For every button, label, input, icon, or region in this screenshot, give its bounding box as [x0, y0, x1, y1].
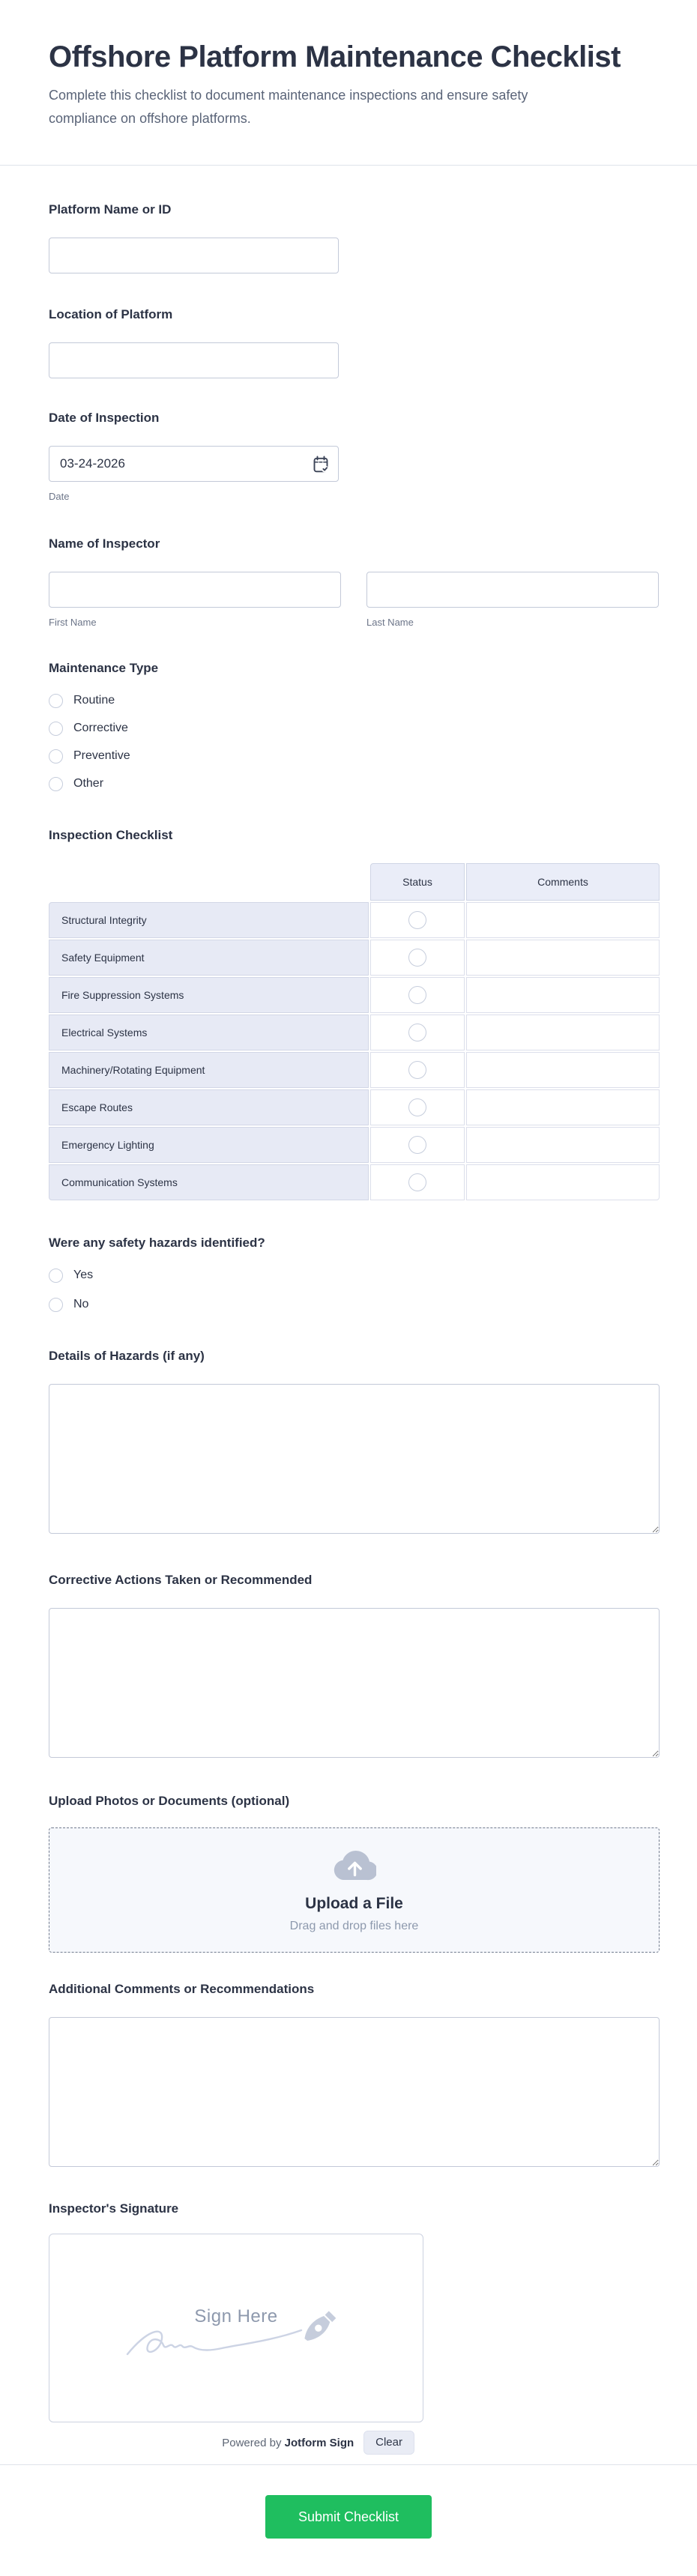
location-input[interactable]: [49, 342, 339, 378]
first-name-input[interactable]: [49, 572, 341, 608]
signature-pad[interactable]: [49, 2234, 423, 2422]
first-name-sublabel: First Name: [49, 617, 97, 628]
row-label: Communication Systems: [49, 1164, 369, 1200]
platform-name-input[interactable]: [49, 238, 339, 273]
hazard-details-textarea[interactable]: [49, 1384, 660, 1534]
radio-option-preventive[interactable]: [49, 749, 648, 764]
radio-button[interactable]: [49, 777, 63, 791]
clear-signature-button[interactable]: Clear: [363, 2431, 414, 2455]
status-radio[interactable]: [408, 1024, 426, 1041]
field-inspector-name: [49, 536, 648, 629]
submit-section: [0, 2465, 697, 2576]
field-inspection-date: [49, 410, 648, 503]
field-label: Additional Comments or Recommendations: [49, 1982, 315, 1996]
status-radio[interactable]: [408, 1098, 426, 1116]
last-name-input[interactable]: [366, 572, 659, 608]
upload-title: Upload a File: [305, 1895, 403, 1912]
field-upload: [49, 1793, 648, 1953]
comments-cell[interactable]: [466, 1052, 660, 1088]
field-platform-name: [49, 202, 648, 273]
status-cell[interactable]: [370, 1052, 465, 1088]
status-cell[interactable]: [370, 1089, 465, 1125]
field-hazards-identified: [49, 1235, 648, 1312]
signature-footer: [49, 2431, 423, 2455]
calendar-icon[interactable]: [312, 455, 330, 473]
radio-button[interactable]: [49, 1298, 63, 1312]
form-header: [0, 0, 697, 130]
status-cell[interactable]: [370, 1164, 465, 1200]
status-cell[interactable]: [370, 977, 465, 1013]
pen-nib-icon: [301, 2306, 339, 2346]
status-radio[interactable]: [408, 1061, 426, 1079]
radio-button[interactable]: [49, 1269, 63, 1283]
column-header-status: Status: [370, 863, 465, 901]
comments-cell[interactable]: [466, 977, 660, 1013]
field-label: Location of Platform: [49, 307, 173, 321]
radio-option-label: Routine: [73, 694, 115, 707]
status-cell[interactable]: [370, 1127, 465, 1163]
field-label: Inspector's Signature: [49, 2201, 179, 2216]
status-radio[interactable]: [408, 949, 426, 967]
field-label: Details of Hazards (if any): [49, 1349, 205, 1363]
comments-cell[interactable]: [466, 1164, 660, 1200]
row-label: Structural Integrity: [49, 902, 369, 938]
status-cell[interactable]: [370, 940, 465, 976]
comments-cell[interactable]: [466, 1089, 660, 1125]
comments-cell[interactable]: [466, 1127, 660, 1163]
radio-option-no[interactable]: [49, 1297, 648, 1312]
radio-option-label: No: [73, 1298, 89, 1310]
radio-option-label: Other: [73, 777, 104, 790]
status-radio[interactable]: [408, 911, 426, 929]
field-label: Inspection Checklist: [49, 828, 173, 842]
field-corrective-actions: [49, 1572, 648, 1762]
corrective-actions-textarea[interactable]: [49, 1608, 660, 1758]
field-label: Upload Photos or Documents (optional): [49, 1794, 290, 1808]
status-radio[interactable]: [408, 986, 426, 1004]
status-radio[interactable]: [408, 1173, 426, 1191]
radio-button[interactable]: [49, 722, 63, 736]
radio-option-label: Corrective: [73, 722, 128, 734]
field-label: Platform Name or ID: [49, 202, 172, 217]
radio-button[interactable]: [49, 749, 63, 764]
date-sublabel: Date: [49, 491, 70, 502]
radio-option-label: Preventive: [73, 749, 130, 762]
submit-button[interactable]: Submit Checklist: [265, 2495, 432, 2539]
row-label: Electrical Systems: [49, 1015, 369, 1050]
comments-cell[interactable]: [466, 1015, 660, 1050]
field-location: [49, 306, 648, 378]
jotform-sign-brand: Jotform Sign: [284, 2436, 354, 2449]
comments-cell[interactable]: [466, 902, 660, 938]
date-input[interactable]: [49, 446, 339, 482]
field-additional-comments: [49, 1981, 648, 2171]
field-label: Were any safety hazards identified?: [49, 1236, 265, 1250]
page-subtitle: Complete this checklist to document maintenance inspections and ensure safety compliance on offshore platforms.: [49, 88, 528, 126]
row-label: Fire Suppression Systems: [49, 977, 369, 1013]
status-cell[interactable]: [370, 1015, 465, 1050]
radio-button[interactable]: [49, 694, 63, 708]
powered-by-label: Powered by Jotform Sign: [222, 2436, 354, 2449]
additional-comments-textarea[interactable]: [49, 2017, 660, 2167]
status-cell[interactable]: [370, 902, 465, 938]
radio-option-label: Yes: [73, 1269, 94, 1281]
file-upload-dropzone[interactable]: [49, 1827, 660, 1953]
upload-hint: Drag and drop files here: [289, 1920, 419, 1932]
comments-cell[interactable]: [466, 940, 660, 976]
field-label: Maintenance Type: [49, 661, 159, 675]
field-hazard-details: [49, 1348, 648, 1538]
row-label: Escape Routes: [49, 1089, 369, 1125]
radio-option-routine[interactable]: [49, 693, 648, 708]
table-corner-spacer: [49, 863, 369, 901]
radio-option-other[interactable]: [49, 776, 648, 791]
field-signature: [49, 2201, 648, 2455]
radio-option-corrective[interactable]: [49, 721, 648, 736]
column-header-comments: Comments: [466, 863, 660, 901]
cloud-upload-icon: [333, 1847, 376, 1884]
checklist-table: [49, 863, 660, 1200]
signature-squiggle-decoration: [124, 2323, 304, 2362]
row-label: Emergency Lighting: [49, 1127, 369, 1163]
field-label: Corrective Actions Taken or Recommended: [49, 1573, 313, 1587]
field-maintenance-type: [49, 660, 648, 791]
last-name-sublabel: Last Name: [366, 617, 414, 628]
row-label: Machinery/Rotating Equipment: [49, 1052, 369, 1088]
radio-option-yes[interactable]: [49, 1268, 648, 1283]
field-label: Name of Inspector: [49, 536, 160, 551]
sign-here-placeholder: Sign Here: [194, 2306, 278, 2326]
status-radio[interactable]: [408, 1136, 426, 1154]
form-body: [0, 166, 697, 2455]
field-label: Date of Inspection: [49, 411, 160, 425]
page-title: Offshore Platform Maintenance Checklist: [49, 40, 621, 73]
row-label: Safety Equipment: [49, 940, 369, 976]
field-inspection-checklist: [49, 827, 648, 1200]
